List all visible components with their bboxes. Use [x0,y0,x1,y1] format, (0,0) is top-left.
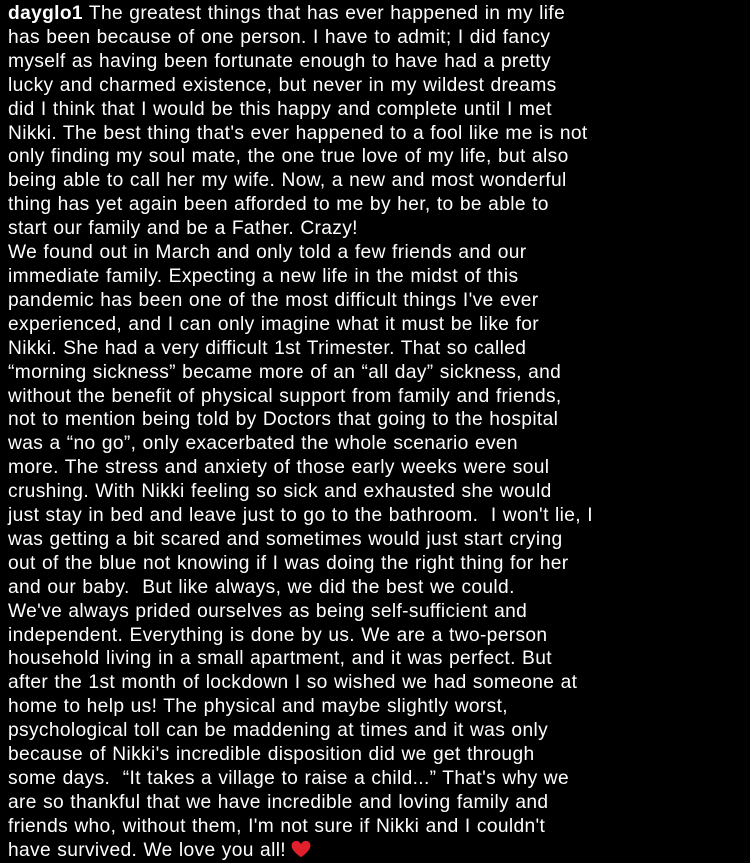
caption-line-1 [8,2,732,26]
caption-line-26: We've always prided ourselves as being self-sufficient and [8,600,528,622]
caption-line-33: some days. “It takes a village to raise a child...” That's why we [8,768,570,789]
caption-line-13: pandemic has been one of the most difficult things I've ever [8,289,539,311]
caption-line-10: start our family and be a Father. Crazy! [8,218,358,240]
caption-line-32: because of Nikki's incredible disposition did we get through [8,744,535,766]
caption-line-16: “morning sickness” became more of an “all day” sickness, and [8,361,562,383]
caption-line-17: without the benefit of physical support from family and friends, [8,385,562,407]
caption-line-25: and our baby. But like always, we did the best we could. [8,576,515,598]
caption-line-28: household living in a small apartment, and it was perfect. But [8,648,552,670]
caption-line-36 [8,839,732,863]
caption-line-34: are so thankful that we have incredible and loving family and [8,791,549,813]
caption-line-7: only finding my soul mate, the one true love of my life, but also [8,146,569,168]
caption-line-4: lucky and charmed existence, but never in my wildest dreams [8,74,557,96]
caption-line-14: experienced, and I can only imagine what it must be like for [8,313,540,335]
caption-line-9: thing has yet again been afforded to me by her, to be able to [8,194,549,216]
caption-line-2: has been because of one person. I have to admit; I did fancy [8,26,551,48]
caption-line-8: being able to call her my wife. Now, a new and most wonderful [8,170,567,192]
caption-line-21: crushing. With Nikki feeling so sick and exhausted she would [8,481,552,503]
caption-line-6: Nikki. The best thing that's ever happened to a fool like me is not [8,122,588,144]
caption-line-22: just stay in bed and leave just to go to the bathroom. I won't lie, I [8,505,593,527]
caption-line-29: after the 1st month of lockdown I so wished we had someone at [8,672,578,694]
caption-line-19: was a “no go”, only exacerbated the whole scenario even [8,433,518,455]
caption-line-15: Nikki. She had a very difficult 1st Trimester. That so called [8,337,527,359]
caption-text: The greatest things that has ever happened in my life [82,3,566,24]
username[interactable]: dayglo1 [8,3,83,24]
post-caption [8,2,732,863]
caption-text: have survived. We love you all! [8,839,286,861]
caption-line-23: was getting a bit scared and sometimes would just start crying [8,528,563,550]
caption-line-20: more. The stress and anxiety of those early weeks were soul [8,457,550,479]
caption-line-35: friends who, without them, I'm not sure if Nikki and I couldn't [8,815,546,837]
caption-line-11: We found out in March and only told a few friends and our [8,242,527,264]
caption-line-18: not to mention being told by Doctors that going to the hospital [8,409,559,431]
caption-line-31: psychological toll can be maddening at times and it was only [8,720,549,742]
caption-line-5: did I think that I would be this happy and complete until I met [8,98,552,120]
caption-line-24: out of the blue not knowing if I was doing the right thing for her [8,552,569,574]
caption-line-27: independent. Everything is done by us. We are a two-person [8,624,548,646]
caption-line-30: home to help us! The physical and maybe slightly worst, [8,696,508,718]
caption-line-12: immediate family. Expecting a new life in the midst of this [8,265,519,287]
caption-line-3: myself as having been fortunate enough to have had a pretty [8,50,551,72]
red-heart-icon [290,840,312,858]
